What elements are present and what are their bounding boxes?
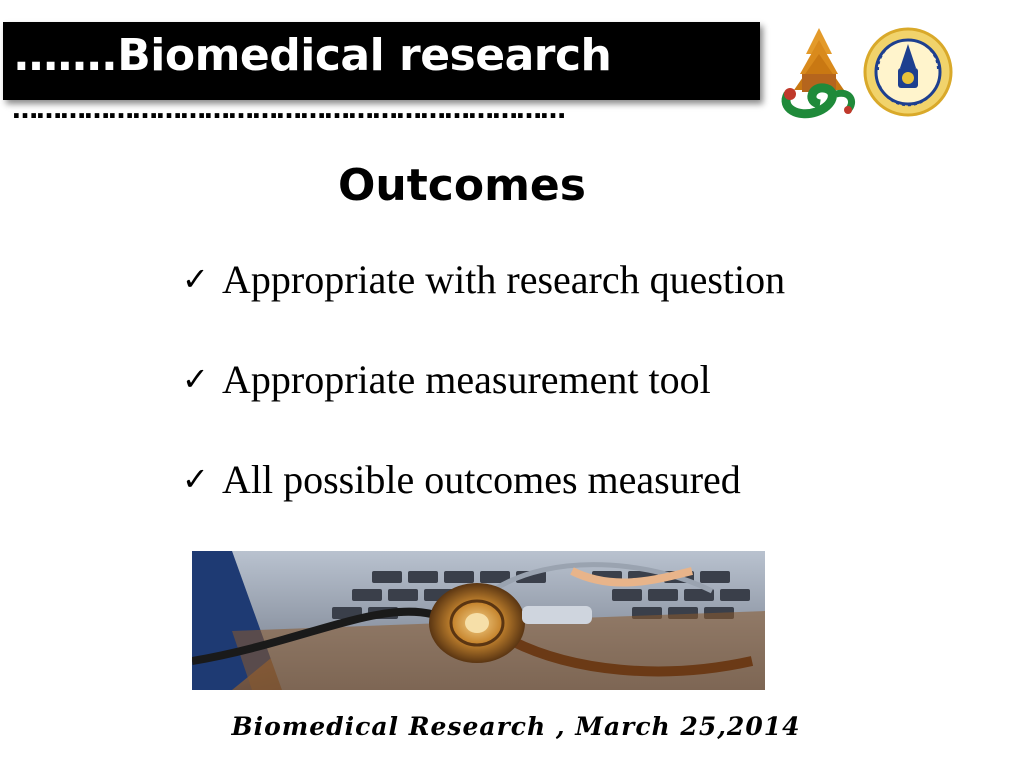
slide-footer: Biomedical Research , March 25,2014 [231, 712, 801, 741]
dotted-rule: …………………………………………………………… [12, 100, 564, 120]
bullet-text: All possible outcomes measured [222, 457, 741, 502]
bullet-text: Appropriate with research question [222, 257, 786, 302]
check-icon: ✓ [182, 460, 209, 498]
university-seal-icon [862, 24, 954, 120]
slide-heading: Outcomes [338, 160, 586, 211]
stethoscope-laptop-image [192, 551, 765, 690]
bullet-item [182, 454, 942, 554]
check-icon: ✓ [182, 260, 209, 298]
bullet-item [182, 254, 942, 354]
check-icon: ✓ [182, 360, 209, 398]
temple-serpent-emblem-icon [776, 24, 862, 120]
bullet-text: Appropriate measurement tool [222, 357, 711, 402]
bullet-list [182, 254, 942, 554]
slide-title: …….Biomedical research [14, 30, 612, 81]
bullet-item [182, 354, 942, 454]
